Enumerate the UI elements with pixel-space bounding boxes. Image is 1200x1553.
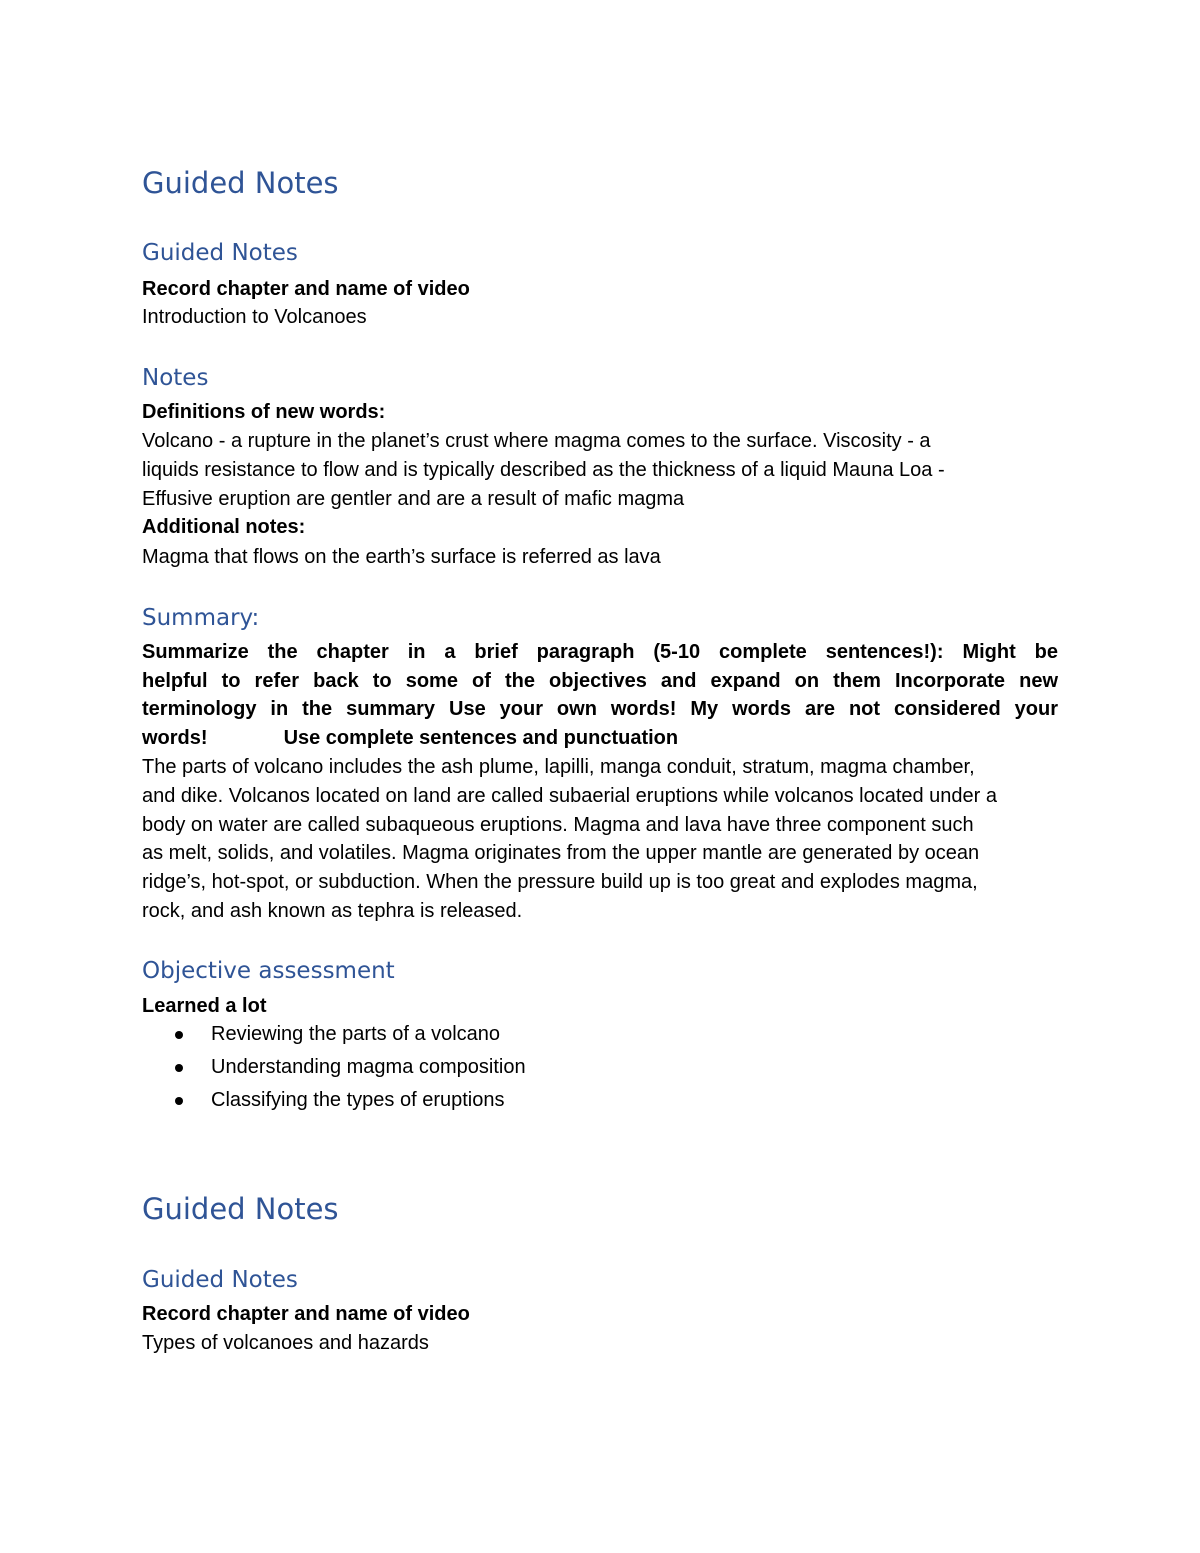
definitions-label: Definitions of new words:: [142, 401, 386, 423]
page-title: Guided Notes: [142, 166, 339, 200]
record-label: Record chapter and name of video: [142, 1303, 470, 1325]
notes-heading: Notes: [142, 365, 209, 391]
summary-prompt-text: terminology in the summary: [142, 698, 436, 720]
summary-prompt-line: [142, 724, 1058, 753]
bullet-icon: [175, 1031, 183, 1039]
section-subtitle: Guided Notes: [142, 240, 298, 266]
list-item-text: Reviewing the parts of a volcano: [211, 1023, 501, 1045]
bullet-icon: [175, 1097, 183, 1105]
summary-prompt-line: [142, 695, 1058, 724]
summary-prompt-text: Incorporate: [895, 670, 1006, 692]
summary-prompt-text: new: [1019, 670, 1059, 692]
summary-prompt-text: words!: [142, 727, 208, 749]
definitions-line: Effusive eruption are gentler and are a result of mafic magma: [142, 488, 685, 510]
list-item-text: Understanding magma composition: [211, 1056, 526, 1078]
objective-list: [142, 1018, 1058, 1117]
summary-prompt-line: [142, 638, 1058, 667]
summary-heading: Summary:: [142, 605, 260, 631]
record-label: Record chapter and name of video: [142, 278, 470, 300]
summary-prompt-text: Use your own words! My words are not considered your: [449, 698, 1058, 720]
summary-prompt-text: helpful to refer back to some of the objectives and expand on them: [142, 670, 881, 692]
summary-prompt-line: [142, 667, 1058, 696]
summary-prompt-text: Use complete sentences and punctuation: [283, 727, 679, 749]
summary-line: ridge’s, hot-spot, or subduction. When the pressure build up is too great and explodes magma,: [142, 871, 978, 893]
page-title: Guided Notes: [142, 1192, 339, 1226]
summary-line: and dike. Volcanos located on land are called subaerial eruptions while volcanos located under a: [142, 785, 998, 807]
learned-label: Learned a lot: [142, 995, 267, 1017]
summary-prompt-text: Might: [962, 641, 1016, 663]
definitions-line: liquids resistance to flow and is typically described as the thickness of a liquid Mauna Loa -: [142, 459, 945, 481]
summary-line: rock, and ash known as tephra is released.: [142, 900, 523, 922]
video-name: Introduction to Volcanoes: [142, 306, 367, 328]
video-name: Types of volcanoes and hazards: [142, 1332, 429, 1354]
summary-prompt-text: Summarize the chapter in a brief paragraph (5-10 complete sentences!):: [142, 641, 944, 663]
summary-line: The parts of volcano includes the ash plume, lapilli, manga conduit, stratum, magma chamber,: [142, 756, 975, 778]
section-subtitle: Guided Notes: [142, 1267, 298, 1293]
bullet-icon: [175, 1064, 183, 1072]
list-item-text: Classifying the types of eruptions: [211, 1089, 505, 1111]
additional-notes-label: Additional notes:: [142, 516, 306, 538]
additional-notes-text: Magma that flows on the earth’s surface is referred as lava: [142, 546, 661, 568]
definitions-line: Volcano - a rupture in the planet’s crust where magma comes to the surface. Viscosity - a: [142, 430, 931, 452]
list-item: [142, 1018, 1058, 1051]
summary-prompt-text: be: [1034, 641, 1059, 663]
objective-heading: Objective assessment: [142, 958, 395, 984]
summary-line: body on water are called subaqueous eruptions. Magma and lava have three component such: [142, 814, 974, 836]
list-item: [142, 1084, 1058, 1117]
summary-line: as melt, solids, and volatiles. Magma originates from the upper mantle are generated by ocean: [142, 842, 980, 864]
list-item: [142, 1051, 1058, 1084]
